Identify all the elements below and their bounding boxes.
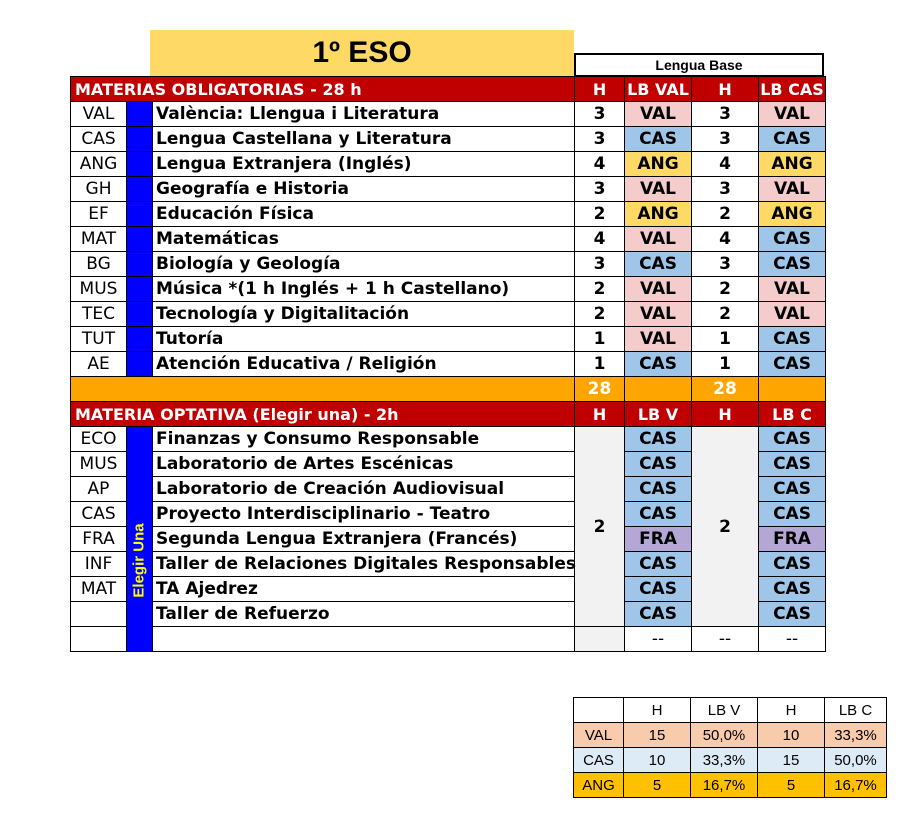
hours-optativa-lb-v: 2 — [575, 427, 625, 627]
language-lb-c: CAS — [759, 452, 826, 477]
language-lb-c: CAS — [759, 427, 826, 452]
subject-name: València: Llengua i Literatura — [153, 102, 575, 127]
hours-lb-val: 4 — [575, 152, 625, 177]
subject-code: FRA — [71, 527, 127, 552]
hours-lb-cas: 3 — [692, 102, 759, 127]
column-header-lb-cas: LB CAS — [759, 77, 826, 102]
blue-marker — [127, 277, 153, 302]
subject-name: Biología y Geología — [153, 252, 575, 277]
language-lb-val: ANG — [625, 152, 692, 177]
section-header-title: MATERIAS OBLIGATORIAS - 28 h — [71, 77, 575, 102]
subject-row — [71, 352, 826, 377]
hours-lb-cas: 3 — [692, 252, 759, 277]
hours-lb-cas: 3 — [692, 127, 759, 152]
subject-code: VAL — [71, 102, 127, 127]
language-lb-cas: CAS — [759, 227, 826, 252]
language-lb-cas: ANG — [759, 202, 826, 227]
summary-hours-lb-v: 10 — [624, 748, 691, 773]
blue-marker — [127, 227, 153, 252]
subject-code: MUS — [71, 277, 127, 302]
subject-name: Laboratorio de Artes Escénicas — [153, 452, 575, 477]
optativa-empty-row — [71, 627, 826, 652]
language-lb-val: VAL — [625, 327, 692, 352]
blue-marker — [127, 252, 153, 277]
language-lb-v: FRA — [625, 527, 692, 552]
schedule-table — [70, 76, 826, 652]
summary-hours-lb-c: 10 — [758, 723, 825, 748]
subject-code: AP — [71, 477, 127, 502]
language-lb-cas: VAL — [759, 302, 826, 327]
blue-marker — [127, 177, 153, 202]
hours-lb-cas: 4 — [692, 152, 759, 177]
subject-row — [71, 102, 826, 127]
dash-cell: -- — [625, 627, 692, 652]
obligatorias-header-row — [71, 77, 826, 102]
language-lb-v: CAS — [625, 477, 692, 502]
elegir-una-label: Elegir Una — [130, 522, 148, 598]
totals-spacer — [625, 377, 692, 402]
summary-row — [574, 773, 887, 798]
language-lb-val: ANG — [625, 202, 692, 227]
totals-row — [71, 377, 826, 402]
language-lb-c: CAS — [759, 577, 826, 602]
hours-lb-val: 3 — [575, 102, 625, 127]
subject-row — [71, 252, 826, 277]
subject-name: Matemáticas — [153, 227, 575, 252]
summary-hours-lb-c: 15 — [758, 748, 825, 773]
subject-name: Taller de Relaciones Digitales Responsables — [153, 552, 575, 577]
language-lb-cas: CAS — [759, 127, 826, 152]
hours-lb-val: 3 — [575, 127, 625, 152]
subject-name: Atención Educativa / Religión — [153, 352, 575, 377]
language-lb-val: CAS — [625, 352, 692, 377]
column-header-h: H — [575, 77, 625, 102]
blue-marker — [127, 352, 153, 377]
subject-code — [71, 602, 127, 627]
subject-code: EF — [71, 202, 127, 227]
subject-row — [71, 227, 826, 252]
lengua-base-label: Lengua Base — [574, 53, 824, 77]
hours-lb-val: 1 — [575, 352, 625, 377]
summary-percent-lb-v: 33,3% — [691, 748, 758, 773]
subject-row — [71, 152, 826, 177]
subject-name: Educación Física — [153, 202, 575, 227]
subject-name: Tecnología y Digitalitación — [153, 302, 575, 327]
subject-name: Segunda Lengua Extranjera (Francés) — [153, 527, 575, 552]
blue-marker — [127, 202, 153, 227]
summary-header: H — [758, 698, 825, 723]
summary-language: ANG — [574, 773, 624, 798]
hours-lb-cas: 1 — [692, 352, 759, 377]
subject-code: ANG — [71, 152, 127, 177]
subject-name: Lengua Castellana y Literatura — [153, 127, 575, 152]
summary-header — [574, 698, 624, 723]
language-lb-v: CAS — [625, 452, 692, 477]
language-lb-val: CAS — [625, 252, 692, 277]
subject-code: MAT — [71, 227, 127, 252]
subject-name: Finanzas y Consumo Responsable — [153, 427, 575, 452]
summary-hours-lb-v: 15 — [624, 723, 691, 748]
total-hours-lb-cas: 28 — [692, 377, 759, 402]
language-lb-v: CAS — [625, 602, 692, 627]
hours-lb-val: 1 — [575, 327, 625, 352]
subject-code: CAS — [71, 502, 127, 527]
summary-hours-lb-v: 5 — [624, 773, 691, 798]
language-lb-c: CAS — [759, 602, 826, 627]
summary-percent-lb-c: 16,7% — [825, 773, 887, 798]
subject-name — [153, 627, 575, 652]
blue-marker — [127, 302, 153, 327]
dash-cell: -- — [759, 627, 826, 652]
hours-lb-val: 4 — [575, 227, 625, 252]
language-lb-cas: ANG — [759, 152, 826, 177]
summary-language: CAS — [574, 748, 624, 773]
optativa-row — [71, 427, 826, 452]
subject-code — [71, 627, 127, 652]
subject-row — [71, 277, 826, 302]
subject-row — [71, 177, 826, 202]
hours-empty — [575, 627, 625, 652]
column-header-h: H — [692, 77, 759, 102]
language-lb-val: VAL — [625, 177, 692, 202]
hours-lb-cas: 3 — [692, 177, 759, 202]
subject-code: TEC — [71, 302, 127, 327]
summary-percent-lb-c: 33,3% — [825, 723, 887, 748]
subject-code: MUS — [71, 452, 127, 477]
summary-row — [574, 723, 887, 748]
subject-code: TUT — [71, 327, 127, 352]
summary-percent-lb-c: 50,0% — [825, 748, 887, 773]
language-lb-v: CAS — [625, 577, 692, 602]
summary-header: LB V — [691, 698, 758, 723]
summary-percent-lb-v: 50,0% — [691, 723, 758, 748]
subject-name: Música *(1 h Inglés + 1 h Castellano) — [153, 277, 575, 302]
subject-name: Laboratorio de Creación Audiovisual — [153, 477, 575, 502]
blue-marker — [127, 102, 153, 127]
page-title: 1º ESO — [150, 30, 574, 76]
column-header-lb-c: LB C — [759, 402, 826, 427]
optativa-header-row — [71, 402, 826, 427]
column-header-h: H — [692, 402, 759, 427]
subject-code: CAS — [71, 127, 127, 152]
language-lb-cas: CAS — [759, 327, 826, 352]
subject-row — [71, 127, 826, 152]
subject-code: BG — [71, 252, 127, 277]
column-header-lb-val: LB VAL — [625, 77, 692, 102]
dash-cell: -- — [692, 627, 759, 652]
column-header-h: H — [575, 402, 625, 427]
hours-lb-val: 2 — [575, 277, 625, 302]
subject-name: Lengua Extranjera (Inglés) — [153, 152, 575, 177]
summary-language: VAL — [574, 723, 624, 748]
language-lb-cas: VAL — [759, 277, 826, 302]
language-lb-v: CAS — [625, 552, 692, 577]
subject-row — [71, 327, 826, 352]
language-lb-c: CAS — [759, 502, 826, 527]
language-lb-cas: CAS — [759, 252, 826, 277]
subject-code: INF — [71, 552, 127, 577]
hours-lb-cas: 2 — [692, 202, 759, 227]
language-lb-val: VAL — [625, 102, 692, 127]
language-lb-val: CAS — [625, 127, 692, 152]
summary-header: LB C — [825, 698, 887, 723]
summary-hours-lb-c: 5 — [758, 773, 825, 798]
subject-row — [71, 202, 826, 227]
summary-header-row — [574, 698, 887, 723]
subject-code: MAT — [71, 577, 127, 602]
language-lb-cas: CAS — [759, 352, 826, 377]
language-lb-val: VAL — [625, 302, 692, 327]
blue-marker — [127, 152, 153, 177]
summary-percent-lb-v: 16,7% — [691, 773, 758, 798]
language-lb-c: CAS — [759, 552, 826, 577]
blue-marker — [127, 127, 153, 152]
totals-spacer — [71, 377, 575, 402]
subject-name: Taller de Refuerzo — [153, 602, 575, 627]
summary-table — [573, 697, 887, 798]
language-lb-cas: VAL — [759, 177, 826, 202]
totals-spacer — [759, 377, 826, 402]
column-header-lb-v: LB V — [625, 402, 692, 427]
subject-name: TA Ajedrez — [153, 577, 575, 602]
language-lb-c: CAS — [759, 477, 826, 502]
language-lb-cas: VAL — [759, 102, 826, 127]
blue-marker — [127, 327, 153, 352]
total-hours-lb-val: 28 — [575, 377, 625, 402]
subject-code: AE — [71, 352, 127, 377]
hours-lb-cas: 2 — [692, 302, 759, 327]
subject-code: ECO — [71, 427, 127, 452]
hours-lb-val: 2 — [575, 302, 625, 327]
hours-lb-cas: 2 — [692, 277, 759, 302]
hours-lb-val: 2 — [575, 202, 625, 227]
subject-name: Proyecto Interdisciplinario - Teatro — [153, 502, 575, 527]
hours-lb-cas: 4 — [692, 227, 759, 252]
language-lb-v: CAS — [625, 502, 692, 527]
subject-code: GH — [71, 177, 127, 202]
language-lb-val: VAL — [625, 227, 692, 252]
hours-lb-cas: 1 — [692, 327, 759, 352]
summary-row — [574, 748, 887, 773]
hours-lb-val: 3 — [575, 177, 625, 202]
language-lb-v: CAS — [625, 427, 692, 452]
hours-optativa-lb-c: 2 — [692, 427, 759, 627]
language-lb-c: FRA — [759, 527, 826, 552]
language-lb-val: VAL — [625, 277, 692, 302]
section-header-title: MATERIA OPTATIVA (Elegir una) - 2h — [71, 402, 575, 427]
summary-header: H — [624, 698, 691, 723]
hours-lb-val: 3 — [575, 252, 625, 277]
subject-name: Geografía e Historia — [153, 177, 575, 202]
subject-name: Tutoría — [153, 327, 575, 352]
subject-row — [71, 302, 826, 327]
